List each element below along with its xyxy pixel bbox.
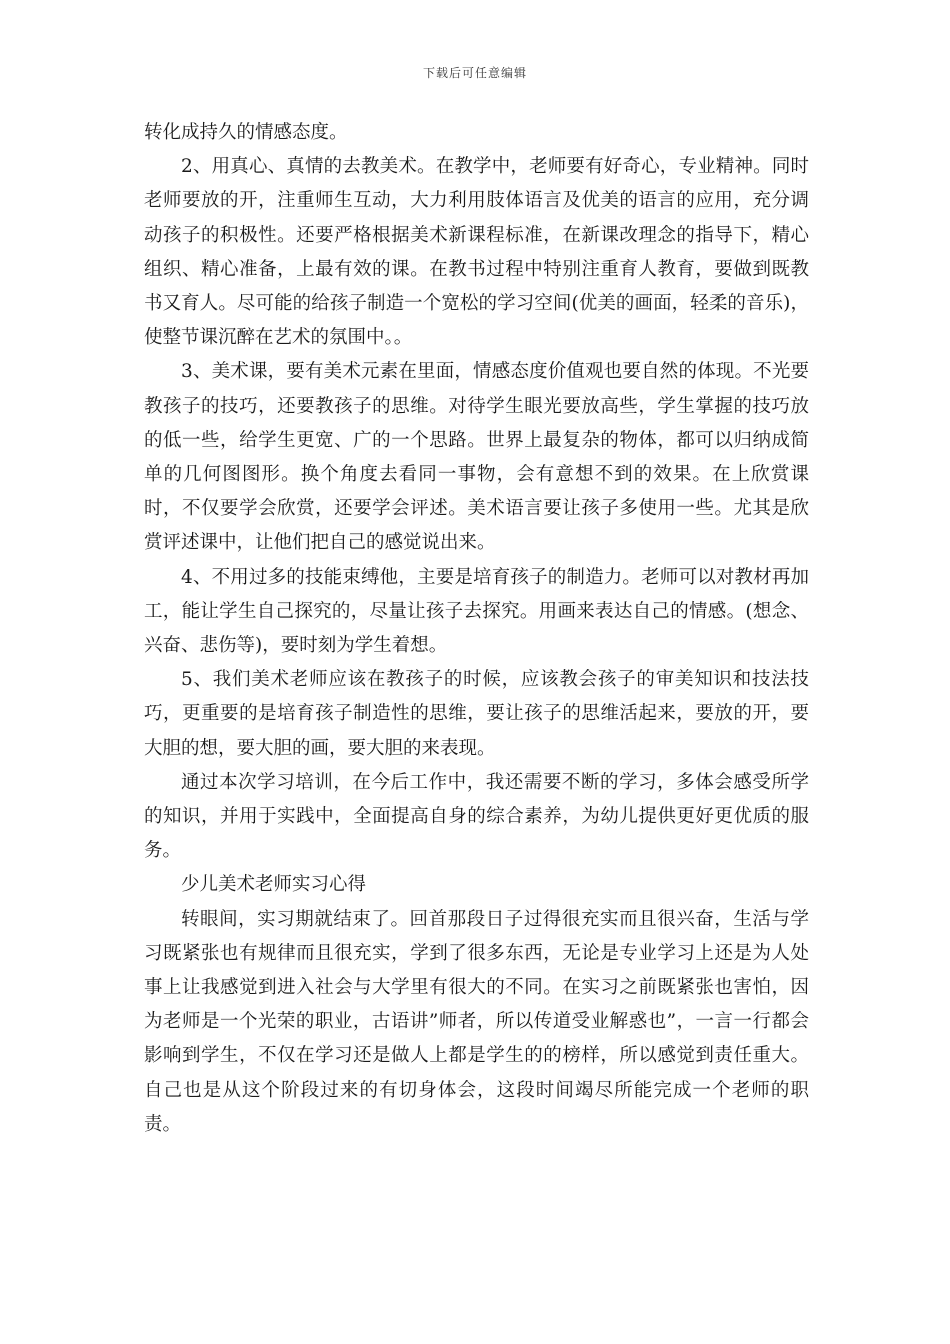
paragraph-internship: 转眼间，实习期就结束了。回首那段日子过得很充实而且很兴奋，生活与学习既紧张也有规律而且很充实，学到了很多东西，无论是专业学习上还是为人处事上让我感觉到进入社会与大学里有很大的不同。在实习之前既紧张也害怕，因为老师是一个光荣的职业，古语讲”师者，所以传道受业解惑也”，一言一行都会影响到学生，不仅在学习还是做人上都是学生的的榜样，所以感觉到责任重大。自己也是从这个阶段过来的有切身体会，这段时间竭尽所能完成一个老师的职责。 (144, 908, 809, 1135)
paragraph-conclusion: 通过本次学习培训，在今后工作中，我还需要不断的学习，多体会感受所学的知识，并用于实践中，全面提高自身的综合素养，为幼儿提供更好更优质的服务。 (144, 771, 809, 862)
page-header-note: 下载后可任意编辑 (422, 66, 527, 80)
paragraph-point-2: 2、用真心、真情的去教美术。在教学中，老师要有好奇心，专业精神。同时老师要放的开，注重师生互动，大力利用肢体语言及优美的语言的应用，充分调动孩子的积极性。还要严格根据美术新课程标准，在新课改理念的指导下，精心组织、精心准备，上最有效的课。在教书过程中特别注重育人教育，要做到既教书又育人。尽可能的给孩子制造一个宽松的学习空间(优美的画面，轻柔的音乐)，使整节课沉醉在艺术的氛围中。。 (144, 156, 809, 349)
paragraph-point-5: 5、我们美术老师应该在教孩子的时候，应该教会孩子的审美知识和技法技巧，更重要的是培育孩子制造性的思维，要让孩子的思维活起来，要放的开，要大胆的想，要大胆的画，要大胆的来表现。 (144, 669, 809, 759)
paragraph-continuation: 转化成持久的情感态度。 (144, 122, 348, 143)
document-body (144, 116, 809, 1142)
paragraph-point-4: 4、不用过多的技能束缚他，主要是培育孩子的制造力。老师可以对教材再加工，能让学生自己探究的，尽量让孩子去探究。用画来表达自己的情感。(想念、兴奋、悲伤等)，要时刻为学生着想。 (144, 566, 809, 657)
paragraph-point-3: 3、美术课，要有美术元素在里面，情感态度价值观也要自然的体现。不光要教孩子的技巧，还要教孩子的思维。对待学生眼光要放高些，学生掌握的技巧放的低一些，给学生更宽、广的一个思路。世界上最复杂的物体，都可以归纳成简单的几何图图形。换个角度去看同一事物，会有意想不到的效果。在上欣赏课时，不仅要学会欣赏，还要学会评述。美术语言要让孩子多使用一些。尤其是欣赏评述课中，让他们把自己的感觉说出来。 (144, 361, 809, 554)
section-title: 少儿美术老师实习心得 (181, 874, 367, 896)
